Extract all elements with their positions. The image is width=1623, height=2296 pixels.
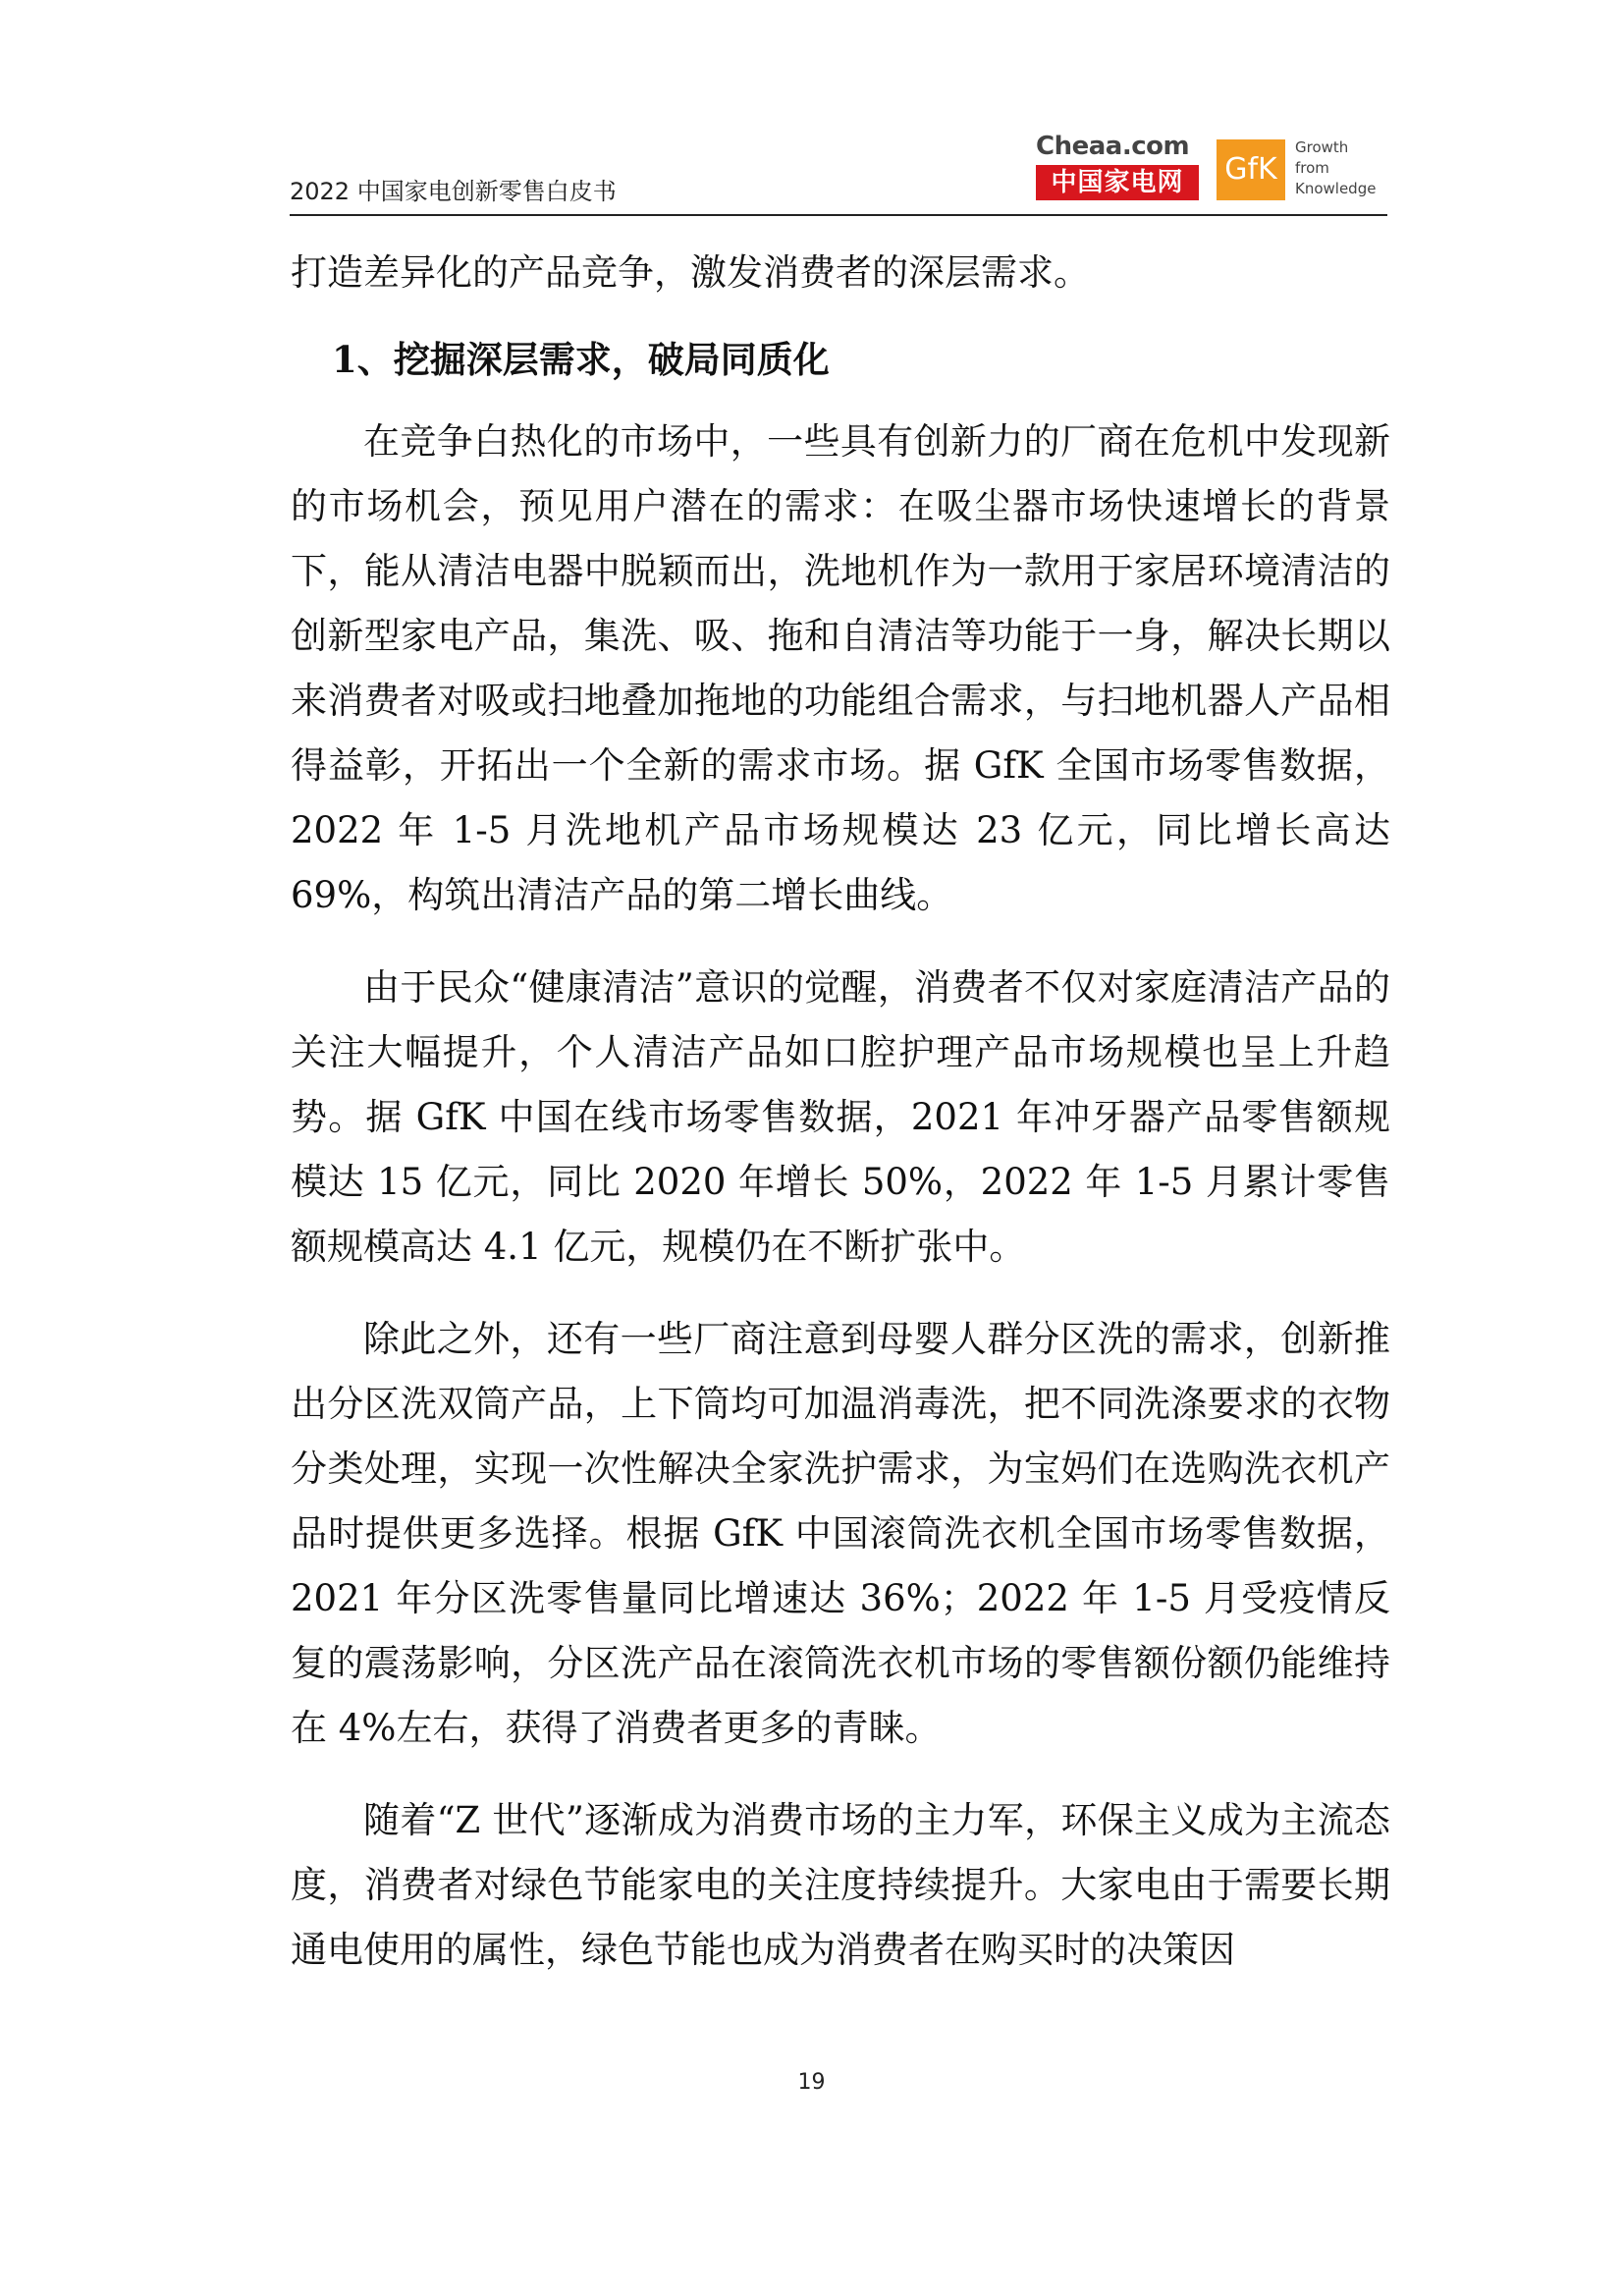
body-paragraph: 在竞争白热化的市场中，一些具有创新力的厂商在危机中发现新的市场机会，预见用户潜在的需求：在吸尘器市场快速增长的背景下，能从清洁电器中脱颖而出，洗地机作为一款用于家居环境清洁的创新型家电产品，集洗、吸、拖和自清洁等功能于一身，解决长期以来消费者对吸或扫地叠加拖地的功能组合需求，与扫地机器人产品相得益彰，开拓出一个全新的需求市场。据 GfK 全国市场零售数据，2022 年 1-5 月洗地机产品市场规模达 23 亿元，同比增长高达 69%，构筑出清洁产品的第二增长曲线。 xyxy=(291,420,1390,916)
gfk-logo: GfK xyxy=(1217,139,1285,200)
continuation-paragraph: 打造差异化的产品竞争，激发消费者的深层需求。 xyxy=(291,251,1090,294)
gfk-tagline-line: Knowledge xyxy=(1295,180,1377,197)
gfk-tagline-line: Growth xyxy=(1295,138,1349,156)
gfk-tagline-line: from xyxy=(1295,159,1329,177)
cheaa-logo-en: Cheaa.com xyxy=(1036,132,1190,161)
body-paragraph: 由于民众“健康清洁”意识的觉醒，消费者不仅对家庭清洁产品的关注大幅提升，个人清洁产品如口腔护理产品市场规模也呈上升趋势。据 GfK 中国在线市场零售数据，2021 年冲牙器产品零售额规模达 15 亿元，同比 2020 年增长 50%，2022 年 1-5 月累计零售额规模高达 4.1 亿元，规模仍在不断扩张中。 xyxy=(291,966,1390,1268)
section-heading: 1、挖掘深层需求，破局同质化 xyxy=(332,338,830,381)
page-number: 19 xyxy=(797,2070,826,2095)
gfk-tagline xyxy=(1295,137,1393,199)
page-body xyxy=(291,241,1390,2010)
body-paragraph: 随着“Z 世代”逐渐成为消费市场的主力军，环保主义成为主流态度，消费者对绿色节能家电的关注度持续提升。大家电由于需要长期通电使用的属性，绿色节能也成为消费者在购买时的决策因 xyxy=(291,1799,1390,1971)
body-paragraph: 除此之外，还有一些厂商注意到母婴人群分区洗的需求，创新推出分区洗双筒产品，上下筒均可加温消毒洗，把不同洗涤要求的衣物分类处理，实现一次性解决全家洗护需求，为宝妈们在选购洗衣机产品时提供更多选择。根据 GfK 中国滚筒洗衣机全国市场零售数据，2021 年分区洗零售量同比增速达 36%；2022 年 1-5 月受疫情反复的震荡影响，分区洗产品在滚筒洗衣机市场的零售额份额仍能维持在 4%左右，获得了消费者更多的青睐。 xyxy=(291,1318,1390,1749)
cheaa-logo-cn: 中国家电网 xyxy=(1036,165,1199,200)
page-header xyxy=(290,126,1387,216)
document-title: 2022 中国家电创新零售白皮书 xyxy=(290,178,617,205)
cheaa-logo xyxy=(1036,132,1203,202)
